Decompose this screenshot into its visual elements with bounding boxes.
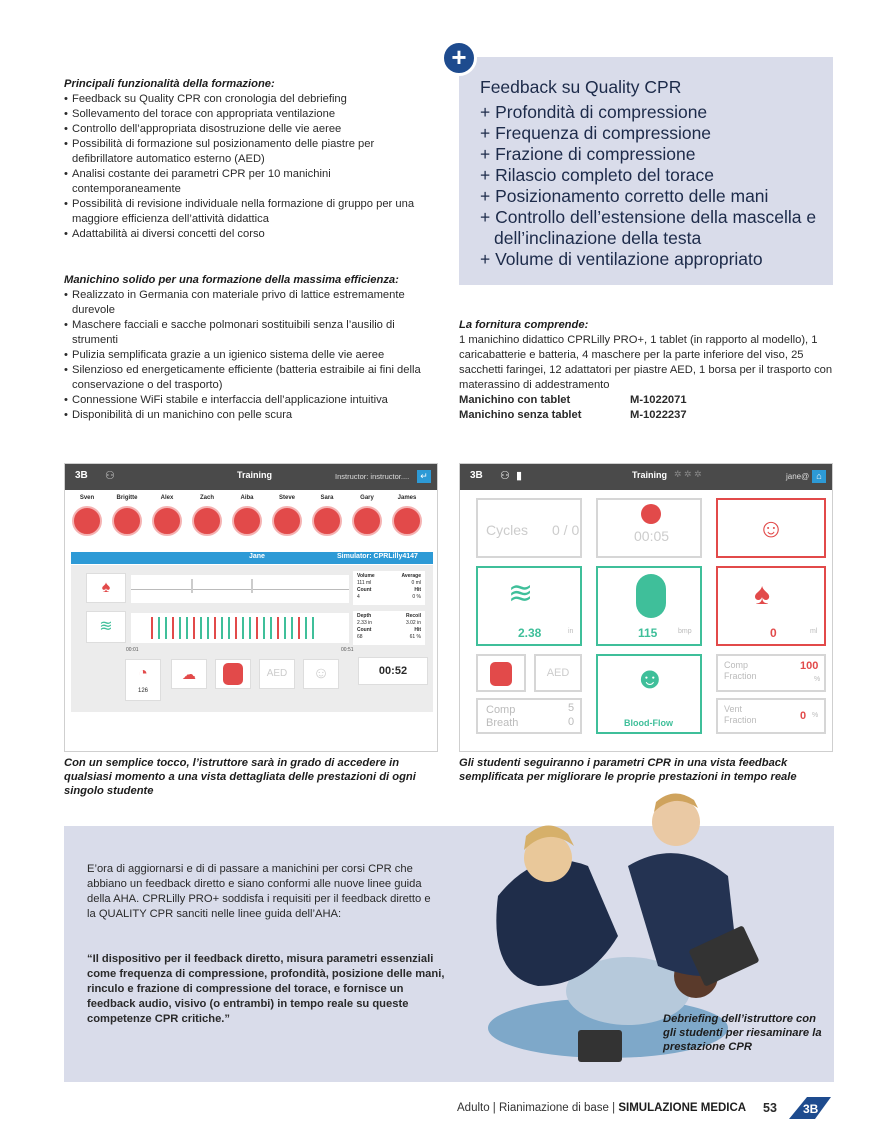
- compression-bar: [305, 617, 307, 639]
- product-code: M-1022237: [630, 409, 687, 421]
- student-screenshot: [459, 463, 833, 752]
- time-start: 00:01: [126, 647, 139, 653]
- quality-cpr-list: [480, 102, 833, 270]
- logo-text: 3B: [803, 1102, 819, 1116]
- compression-bar: [193, 617, 195, 639]
- list-item: • Silenzioso ed energeticamente efficiente (batteria estraibile ai fini della conservazione o del trasporto): [64, 363, 426, 393]
- cycles-tile: [476, 498, 582, 558]
- list-item: • Possibilità di revisione individuale nella formazione di gruppo per una maggiore efficienza dell’attività didattica: [64, 197, 426, 227]
- depth-label: Depth: [357, 613, 372, 619]
- student-name: Aiba: [240, 495, 254, 501]
- list-item: • Feedback su Quality CPR con cronologia del debriefing: [64, 92, 426, 107]
- volume-tile: [716, 566, 826, 646]
- battery-icon: ▮: [516, 470, 523, 482]
- logout-icon[interactable]: ↵: [417, 470, 431, 483]
- compression-icon: ≋: [508, 577, 534, 610]
- student-status-icon: [232, 506, 262, 536]
- lungs-icon: ♠: [754, 578, 770, 611]
- hand-position-icon: [490, 662, 512, 686]
- instructor-name[interactable]: Instructor: instructor....: [335, 472, 410, 481]
- selected-student: Jane: [249, 553, 265, 560]
- compression-bar: [312, 617, 314, 639]
- aha-quote: “Il dispositivo per il feedback diretto, misura parametri essenziali come frequenza di compressione, profondità, posizione delle mani, rinculo e frazione di compressione del torace, e fornisce un feedback audio, visivo (o entrambi) in tempo reale su queste competenze CPR critiche.”: [87, 953, 445, 1025]
- list-item: + Volume di ventilazione appropriato: [480, 249, 833, 270]
- hit-label: Hit: [414, 627, 421, 633]
- student-detail: [71, 565, 433, 712]
- depth-count: 68: [357, 634, 363, 640]
- airway-icon: ☁: [171, 659, 207, 689]
- airway-tile: [716, 498, 826, 558]
- training-features-list: [64, 92, 426, 242]
- student-name: Gary: [360, 495, 374, 501]
- depth-value: 2.33 in: [357, 620, 373, 626]
- compression-bar: [277, 617, 279, 639]
- vent-fraction-value: 0: [800, 710, 807, 722]
- compression-bar: [284, 617, 286, 639]
- compression-bar: [256, 617, 258, 639]
- compression-bar: [186, 617, 188, 639]
- student-tile[interactable]: [269, 494, 305, 540]
- quality-cpr-box: [459, 57, 833, 285]
- aha-text: E’ora di aggiornarsi e di di passare a manichini per corsi CPR che abbiano un feedback diretto e siano conformi alle nuove linee guida della AHA. CPRLilly PRO+ soddisfa i requisiti per il feedback diretto e la QUALITY CPR sanciti nelle linee guida dell’AHA:: [87, 863, 431, 920]
- manikin-features-heading: Manichino solido per una formazione della massima efficienza:: [64, 274, 399, 286]
- brand-logo: [787, 1095, 833, 1121]
- student-status-icon: [192, 506, 222, 536]
- rate-unit: bmp: [678, 628, 692, 635]
- recoil-label: Recoil: [405, 613, 421, 619]
- student-topbar: [460, 464, 833, 490]
- student-name: Alex: [160, 495, 174, 501]
- comp-fraction-value: 100: [800, 660, 819, 672]
- product-name: Manichino con tablet: [459, 394, 571, 406]
- recoil-value: 3.02 in: [405, 620, 421, 626]
- cycles-label: Cycles: [486, 522, 529, 538]
- product-name: Manichino senza tablet: [459, 409, 582, 421]
- page-number: 53: [763, 1101, 777, 1115]
- blood-flow-tile: [596, 654, 702, 734]
- student-user[interactable]: jane@: [786, 472, 810, 481]
- depth-stats: [353, 611, 425, 645]
- aed-tile: AED: [259, 659, 295, 689]
- student-caption: Gli studenti seguiranno i parametri CPR in una vista feedback semplificata per migliorare le proprie prestazioni in tempo reale: [459, 757, 797, 783]
- count-label: Count: [357, 587, 372, 593]
- list-item: + Profondità di compressione: [480, 102, 833, 123]
- list-item: • Controllo dell’appropriata disostruzione delle vie aeree: [64, 122, 426, 137]
- tablet-on-floor-icon: [578, 1030, 622, 1062]
- student-status-icon: [272, 506, 302, 536]
- student-name: Sara: [320, 495, 334, 501]
- list-item: + Rilascio completo del torace: [480, 165, 833, 186]
- head-icon: ☻: [634, 662, 666, 695]
- compression-bar: [242, 617, 244, 639]
- comp-breath-top: 5: [568, 702, 575, 714]
- compression-bar: [270, 617, 272, 639]
- rate-gauge: [125, 659, 161, 701]
- list-item: + Frequenza di compressione: [480, 123, 833, 144]
- rate-value: 126: [137, 688, 148, 694]
- compression-bar: [172, 617, 174, 639]
- hand-position-icon: [215, 659, 251, 689]
- compression-bar: [221, 617, 223, 639]
- compression-bar: [151, 617, 153, 639]
- student-tile[interactable]: [349, 494, 385, 540]
- student-tile[interactable]: [389, 494, 425, 540]
- session-timer: 00:52: [358, 657, 428, 685]
- instructor-screenshot: [64, 463, 438, 752]
- compression-bar: [263, 617, 265, 639]
- stop-icon: [641, 504, 661, 524]
- stop-tile[interactable]: [596, 498, 702, 558]
- rate-tile: [596, 566, 702, 646]
- airway-icon: ☺: [757, 513, 785, 543]
- student-title: Training: [632, 470, 668, 480]
- rate-value: 115: [638, 626, 658, 640]
- list-item: • Possibilità di formazione sul posizionamento delle piastre per defibrillatore automatico esterno (AED): [64, 137, 426, 167]
- vent-fraction-label: Vent Fraction: [724, 704, 757, 725]
- home-icon[interactable]: ⌂: [812, 470, 826, 483]
- logo-icon: 3B: [75, 470, 88, 481]
- student-status-icon: [352, 506, 382, 536]
- instructor-title: Training: [237, 470, 273, 480]
- comp-fraction-label: Comp Fraction: [724, 660, 757, 681]
- compression-bar: [298, 617, 300, 639]
- list-item: • Disponibilità di un manichino con pelle scura: [64, 408, 426, 423]
- volume-value: 0: [770, 626, 777, 640]
- training-features-heading: Principali funzionalità della formazione:: [64, 78, 275, 90]
- list-item: • Maschere facciali e sacche polmonari sostituibili senza l’ausilio di strumenti: [64, 318, 426, 348]
- student-name: Zach: [199, 495, 214, 501]
- student-tile[interactable]: [189, 494, 225, 540]
- settings-icon[interactable]: ✲ ✲ ✲: [674, 469, 702, 479]
- depth-tile: [476, 566, 582, 646]
- student-header: [71, 552, 433, 564]
- student-name: James: [397, 495, 417, 501]
- supply-section: [459, 318, 833, 423]
- depth-hit: 61 %: [409, 634, 421, 640]
- comp-breath-tile: [476, 698, 582, 734]
- gauge-icon: ◔: [138, 665, 148, 682]
- instructor-topbar: [65, 464, 438, 490]
- photo-caption: Debriefing dell’istruttore con gli studenti per riesaminare la prestazione CPR: [663, 1013, 822, 1053]
- vent-fraction-unit: %: [812, 712, 819, 719]
- hand-tile: [476, 654, 526, 692]
- supply-text: 1 manichino didattico CPRLilly PRO+, 1 tablet (in rapporto al modello), 1 caricabatterie e batteria, 4 maschere per la parte inferiore del viso, 25 sacchetti faringei, 12 adattatori per piastre AED, 1 borsa per il trasporto con materassino di addestramento: [459, 334, 833, 391]
- comp-fraction-tile: [716, 654, 826, 692]
- lungs-icon: ♠: [86, 573, 126, 603]
- student-status-icon: [72, 506, 102, 536]
- user-icon: ⚇: [105, 470, 115, 482]
- student-tiles: [460, 490, 833, 752]
- plus-icon: +: [441, 40, 477, 76]
- count-label: Count: [357, 627, 372, 633]
- student-status-icon: [152, 506, 182, 536]
- compression-bar: [200, 617, 202, 639]
- compression-bar: [207, 617, 209, 639]
- compression-icon: ≋: [86, 611, 126, 643]
- manikin-features: [64, 273, 426, 423]
- student-status-icon: [392, 506, 422, 536]
- blood-flow-label: Blood-Flow: [624, 718, 673, 728]
- aed-tile: [534, 654, 582, 692]
- quality-cpr-title: Feedback su Quality CPR: [480, 77, 682, 97]
- student-tile[interactable]: [229, 494, 265, 540]
- compression-bar: [249, 617, 251, 639]
- compression-bar: [158, 617, 160, 639]
- volume-stats: [353, 571, 425, 605]
- compression-bar: [235, 617, 237, 639]
- student-name: Steve: [278, 495, 295, 501]
- training-features: [64, 77, 426, 242]
- student-status-icon: [112, 506, 142, 536]
- list-item: • Analisi costante dei parametri CPR per 10 manichini contemporaneamente: [64, 167, 426, 197]
- student-tile[interactable]: [309, 494, 345, 540]
- instructor-caption: Con un semplice tocco, l’istruttore sarà in grado di accedere in qualsiasi momento a una vista dettagliata delle prestazioni di ogni singolo studente: [64, 757, 416, 797]
- supply-heading: La fornitura comprende:: [459, 319, 589, 331]
- volume-count: 4: [357, 594, 360, 600]
- time-end: 00:51: [341, 647, 354, 653]
- volume-label: Volume: [357, 573, 375, 579]
- list-item: • Pulizia semplificata grazie a un igienico sistema delle vie aeree: [64, 348, 426, 363]
- footer-section: SIMULAZIONE MEDICA: [618, 1102, 747, 1114]
- list-item: • Sollevamento del torace con appropriata ventilazione: [64, 107, 426, 122]
- volume-unit: ml: [810, 628, 818, 635]
- list-item: • Realizzato in Germania con materiale privo di lattice estremamente durevole: [64, 288, 426, 318]
- comp-breath-label: Comp Breath: [486, 704, 519, 729]
- student-tile[interactable]: [149, 494, 185, 540]
- list-item: + Posizionamento corretto delle mani: [480, 186, 833, 207]
- list-item: • Adattabilità ai diversi concetti del corso: [64, 227, 426, 242]
- comp-fraction-unit: %: [814, 676, 821, 683]
- list-item: + Frazione di compressione: [480, 144, 833, 165]
- elapsed-time: 00:05: [634, 528, 670, 544]
- depth-value: 2.38: [518, 626, 542, 640]
- manikin-features-list: [64, 288, 426, 423]
- hit-label: Hit: [414, 587, 421, 593]
- footer: [457, 1102, 746, 1114]
- compression-graph: [131, 613, 349, 643]
- student-name: Brigitte: [116, 495, 138, 501]
- volume-value: 111 ml: [357, 580, 372, 586]
- head-tilt-icon: ☺: [303, 659, 339, 689]
- compression-bar: [291, 617, 293, 639]
- volume-hit: 0 %: [412, 594, 421, 600]
- simulator-label: Simulator: CPRLilly4147: [337, 553, 418, 560]
- logo-icon: 3B: [470, 470, 483, 481]
- student-tile[interactable]: [69, 494, 105, 540]
- rate-gauge-icon: [636, 574, 666, 618]
- aed-label: AED: [546, 667, 570, 679]
- student-tile[interactable]: [109, 494, 145, 540]
- product-row: [459, 408, 833, 423]
- list-item: + Controllo dell’estensione della mascella e dell’inclinazione della testa: [480, 207, 833, 249]
- footer-text: Adulto | Rianimazione di base |: [457, 1102, 619, 1114]
- product-code: M-1022071: [630, 394, 687, 406]
- vent-fraction-tile: [716, 698, 826, 734]
- compression-bar: [179, 617, 181, 639]
- list-item: • Connessione WiFi stabile e interfaccia dell’applicazione intuitiva: [64, 393, 426, 408]
- ventilation-graph: [131, 575, 349, 603]
- volume-avg: 0 ml: [411, 580, 421, 586]
- product-row: [459, 393, 833, 408]
- compression-bar: [214, 617, 216, 639]
- students-row: [69, 494, 435, 540]
- student-name: Sven: [79, 495, 95, 501]
- cycles-value: 0 / 0: [552, 522, 580, 538]
- student-status-icon: [312, 506, 342, 536]
- comp-breath-bottom: 0: [568, 716, 575, 728]
- user-icon: ⚇: [500, 470, 510, 482]
- average-label: Average: [401, 573, 421, 579]
- compression-bar: [165, 617, 167, 639]
- depth-unit: in: [568, 628, 574, 635]
- compression-bar: [228, 617, 230, 639]
